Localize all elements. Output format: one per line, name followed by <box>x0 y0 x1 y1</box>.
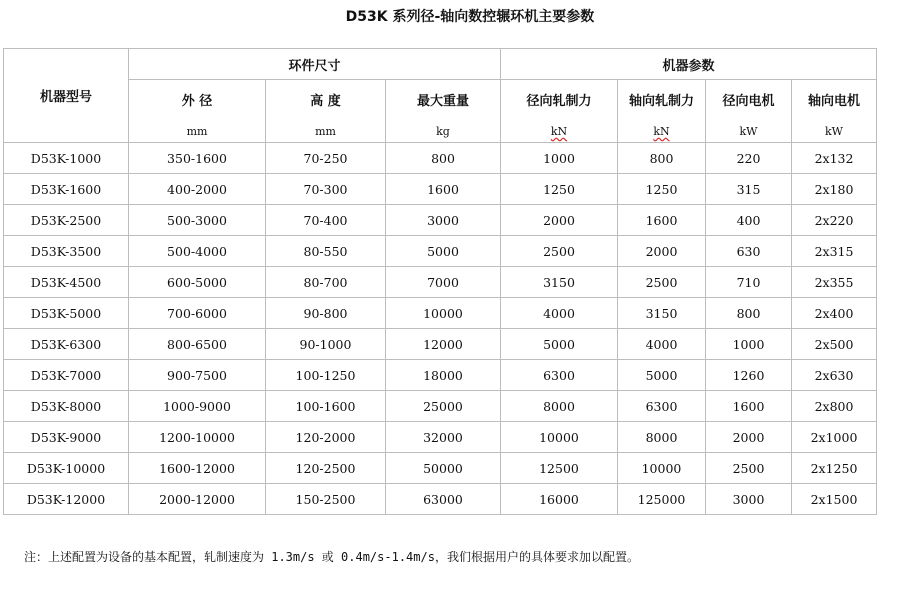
cell-height: 90-800 <box>266 298 386 329</box>
table-row <box>4 236 877 267</box>
cell-radial-motor: 400 <box>706 205 792 236</box>
page-title: D53K 系列径-轴向数控辗环机主要参数 <box>345 9 595 25</box>
cell-model: D53K-1600 <box>4 174 129 205</box>
cell-max-weight: 7000 <box>386 267 501 298</box>
column-name: 轴向轧制力 <box>628 94 694 109</box>
cell-axial-motor: 2x220 <box>792 205 877 236</box>
cell-model: D53K-1000 <box>4 143 129 174</box>
cell-model: D53K-7000 <box>4 360 129 391</box>
cell-max-weight: 50000 <box>386 453 501 484</box>
header-axial-force <box>618 80 706 143</box>
column-unit: kN <box>550 125 568 138</box>
table-row <box>4 453 877 484</box>
column-unit: kg <box>436 125 450 138</box>
cell-height: 120-2500 <box>266 453 386 484</box>
cell-axial-motor: 2x630 <box>792 360 877 391</box>
header-model: 机器型号 <box>4 49 129 143</box>
cell-axial-force: 1600 <box>618 205 706 236</box>
cell-radial-force: 5000 <box>501 329 618 360</box>
cell-axial-motor: 2x1000 <box>792 422 877 453</box>
cell-radial-motor: 710 <box>706 267 792 298</box>
column-name: 外 径 <box>181 94 213 109</box>
cell-height: 120-2000 <box>266 422 386 453</box>
cell-axial-force: 3150 <box>618 298 706 329</box>
cell-axial-force: 6300 <box>618 391 706 422</box>
cell-height: 80-550 <box>266 236 386 267</box>
cell-radial-motor: 220 <box>706 143 792 174</box>
table-row <box>4 267 877 298</box>
table-row <box>4 422 877 453</box>
header-radial-force <box>501 80 618 143</box>
table-header <box>4 49 877 143</box>
cell-radial-force: 1000 <box>501 143 618 174</box>
cell-radial-motor: 800 <box>706 298 792 329</box>
header-group-machine-params: 机器参数 <box>501 49 877 80</box>
cell-model: D53K-9000 <box>4 422 129 453</box>
table-row <box>4 174 877 205</box>
cell-radial-force: 2000 <box>501 205 618 236</box>
cell-max-weight: 1600 <box>386 174 501 205</box>
cell-model: D53K-12000 <box>4 484 129 515</box>
cell-axial-force: 5000 <box>618 360 706 391</box>
header-outer-diameter <box>129 80 266 143</box>
cell-height: 100-1600 <box>266 391 386 422</box>
cell-model: D53K-10000 <box>4 453 129 484</box>
cell-model: D53K-5000 <box>4 298 129 329</box>
cell-axial-motor: 2x315 <box>792 236 877 267</box>
cell-height: 150-2500 <box>266 484 386 515</box>
cell-axial-force: 10000 <box>618 453 706 484</box>
column-unit: kN <box>653 125 670 138</box>
column-unit: kW <box>739 125 758 138</box>
cell-axial-force: 2500 <box>618 267 706 298</box>
column-name: 轴向电机 <box>808 94 861 109</box>
cell-radial-motor: 2000 <box>706 422 792 453</box>
cell-axial-force: 1250 <box>618 174 706 205</box>
column-name: 最大重量 <box>416 94 469 109</box>
cell-axial-force: 800 <box>618 143 706 174</box>
cell-outer-diameter: 500-4000 <box>129 236 266 267</box>
table-row <box>4 298 877 329</box>
cell-max-weight: 32000 <box>386 422 501 453</box>
cell-axial-motor: 2x355 <box>792 267 877 298</box>
cell-radial-motor: 1000 <box>706 329 792 360</box>
table-row <box>4 391 877 422</box>
cell-max-weight: 800 <box>386 143 501 174</box>
cell-radial-motor: 3000 <box>706 484 792 515</box>
cell-radial-force: 12500 <box>501 453 618 484</box>
cell-axial-motor: 2x1250 <box>792 453 877 484</box>
column-name: 高 度 <box>310 94 341 109</box>
cell-model: D53K-3500 <box>4 236 129 267</box>
cell-outer-diameter: 400-2000 <box>129 174 266 205</box>
cell-outer-diameter: 1000-9000 <box>129 391 266 422</box>
cell-outer-diameter: 900-7500 <box>129 360 266 391</box>
cell-outer-diameter: 1600-12000 <box>129 453 266 484</box>
cell-axial-motor: 2x800 <box>792 391 877 422</box>
column-unit: kW <box>825 125 843 138</box>
cell-height: 90-1000 <box>266 329 386 360</box>
header-axial-motor <box>792 80 877 143</box>
cell-radial-force: 10000 <box>501 422 618 453</box>
cell-height: 80-700 <box>266 267 386 298</box>
cell-model: D53K-6300 <box>4 329 129 360</box>
cell-radial-motor: 1260 <box>706 360 792 391</box>
cell-radial-force: 3150 <box>501 267 618 298</box>
cell-max-weight: 63000 <box>386 484 501 515</box>
cell-radial-force: 16000 <box>501 484 618 515</box>
cell-axial-motor: 2x500 <box>792 329 877 360</box>
header-radial-motor <box>706 80 792 143</box>
footnote: 注：上述配置为设备的基本配置，轧制速度为 1.3m/s 或 0.4m/s-1.4m/s，我们根据用户的具体要求加以配置。 <box>24 550 639 564</box>
header-group-ring-size: 环件尺寸 <box>129 49 501 80</box>
cell-max-weight: 10000 <box>386 298 501 329</box>
table-row <box>4 329 877 360</box>
cell-outer-diameter: 2000-12000 <box>129 484 266 515</box>
cell-radial-force: 6300 <box>501 360 618 391</box>
cell-max-weight: 3000 <box>386 205 501 236</box>
cell-axial-motor: 2x400 <box>792 298 877 329</box>
cell-radial-motor: 1600 <box>706 391 792 422</box>
cell-height: 70-300 <box>266 174 386 205</box>
table-row <box>4 360 877 391</box>
cell-outer-diameter: 500-3000 <box>129 205 266 236</box>
cell-radial-motor: 630 <box>706 236 792 267</box>
cell-outer-diameter: 700-6000 <box>129 298 266 329</box>
cell-radial-force: 1250 <box>501 174 618 205</box>
cell-model: D53K-2500 <box>4 205 129 236</box>
cell-model: D53K-4500 <box>4 267 129 298</box>
cell-height: 70-400 <box>266 205 386 236</box>
cell-height: 100-1250 <box>266 360 386 391</box>
cell-max-weight: 25000 <box>386 391 501 422</box>
cell-max-weight: 12000 <box>386 329 501 360</box>
cell-radial-motor: 2500 <box>706 453 792 484</box>
header-height <box>266 80 386 143</box>
cell-outer-diameter: 600-5000 <box>129 267 266 298</box>
table-body <box>4 143 877 515</box>
column-unit: mm <box>186 125 208 138</box>
cell-height: 70-250 <box>266 143 386 174</box>
cell-axial-force: 125000 <box>618 484 706 515</box>
cell-radial-force: 4000 <box>501 298 618 329</box>
cell-outer-diameter: 350-1600 <box>129 143 266 174</box>
cell-outer-diameter: 800-6500 <box>129 329 266 360</box>
cell-axial-force: 2000 <box>618 236 706 267</box>
cell-axial-force: 4000 <box>618 329 706 360</box>
table-row <box>4 205 877 236</box>
cell-radial-force: 2500 <box>501 236 618 267</box>
cell-radial-motor: 315 <box>706 174 792 205</box>
cell-axial-motor: 2x180 <box>792 174 877 205</box>
column-name: 径向轧制力 <box>526 94 592 109</box>
table-row <box>4 143 877 174</box>
column-unit: mm <box>315 125 336 138</box>
header-max-weight <box>386 80 501 143</box>
cell-outer-diameter: 1200-10000 <box>129 422 266 453</box>
cell-max-weight: 18000 <box>386 360 501 391</box>
table-row <box>4 484 877 515</box>
cell-radial-force: 8000 <box>501 391 618 422</box>
column-name: 径向电机 <box>722 94 775 109</box>
cell-axial-motor: 2x1500 <box>792 484 877 515</box>
cell-axial-motor: 2x132 <box>792 143 877 174</box>
cell-max-weight: 5000 <box>386 236 501 267</box>
cell-model: D53K-8000 <box>4 391 129 422</box>
spec-table <box>3 48 877 515</box>
cell-axial-force: 8000 <box>618 422 706 453</box>
